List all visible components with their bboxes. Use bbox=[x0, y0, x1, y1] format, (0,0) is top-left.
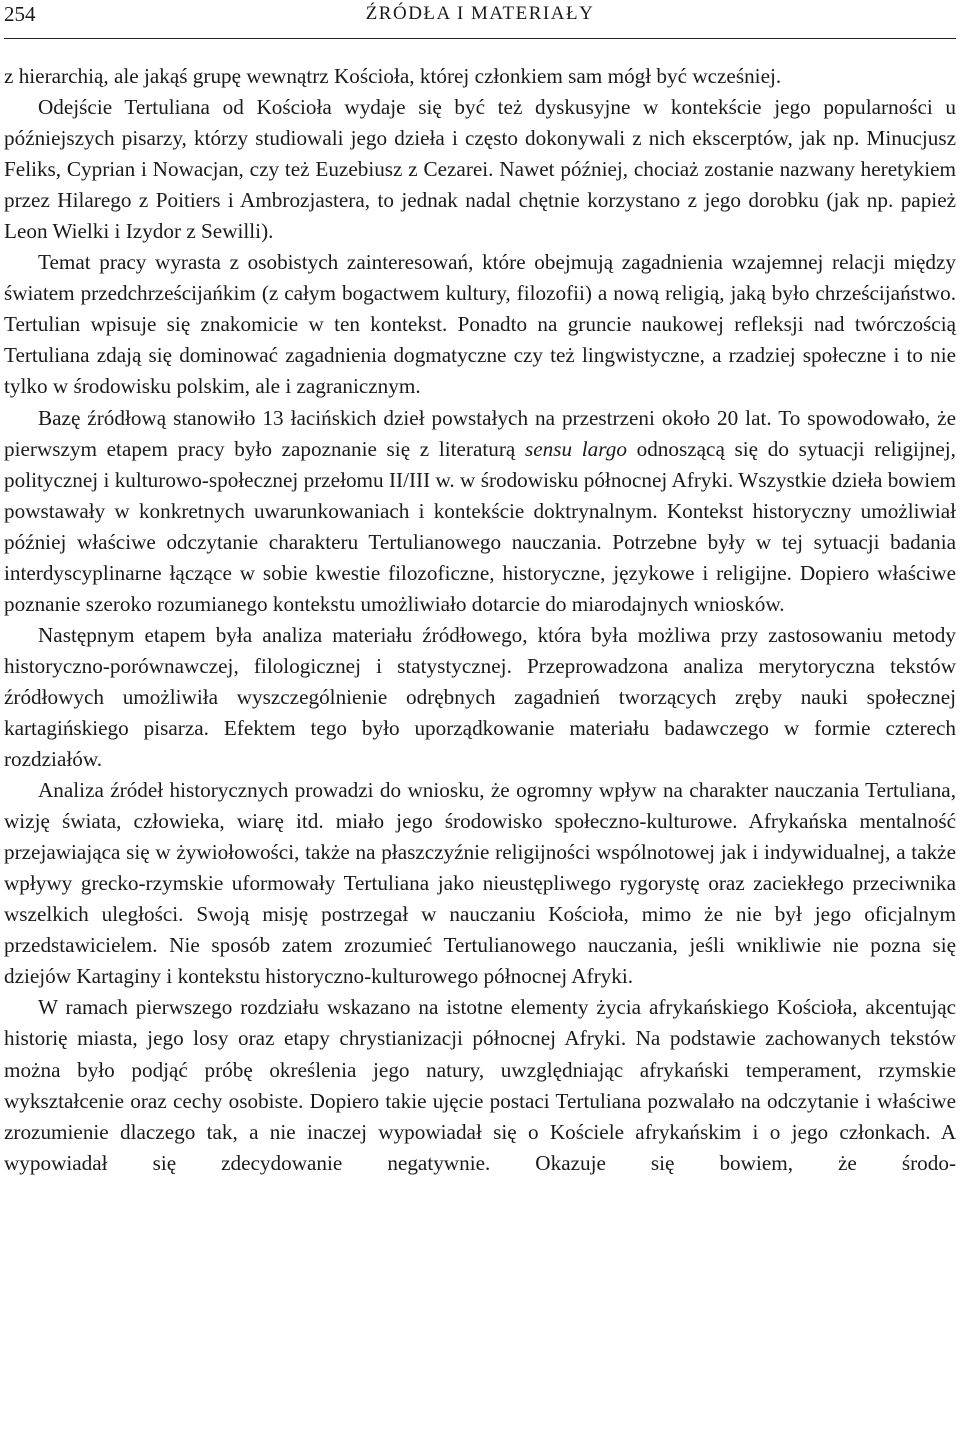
paragraph-source-base-part2: odnoszącą się do sytuacji religijnej, politycznej i kulturowo-społecznej przełomu II/III w. w środowisku północnej Afryki. Wszystkie dzieła bowiem powstawały w konkretnych uwarunkowaniach i kontekście doktrynalnym. Kontekst historyczny umożliwiał później właściwe odczytanie charakteru Tertulianowego nauczania. Potrzebne były w tej sytuacji badania interdyscyplinarne łączące w sobie kwestie filozoficzne, historyczne, językowe i religijne. Dopiero właściwe poznanie szeroko rozumianego kontekstu umożliwiało dotarcie do miarodajnych wniosków. bbox=[4, 436, 956, 616]
running-header bbox=[4, 0, 956, 39]
paragraph-research-topic: Temat pracy wyrasta z osobistych zainteresowań, które obejmują zagadnienia wzajemnej relacji między światem przedchrześcijańkim (z całym bogactwem kultury, filozofii) a nową religią, jaką było chrześcijaństwo. Tertulian wpisuje się znakomicie w ten kontekst. Ponadto na gruncie naukowej refleksji nad twórczością Tertuliana zdają się dominować zagadnienia dogmatyczne czy też lingwistyczne, a rzadziej społeczne i to nie tylko w środowisku polskim, ale i zagranicznym. bbox=[4, 250, 956, 399]
page-number: 254 bbox=[4, 2, 36, 26]
running-title: ŹRÓDŁA I MATERIAŁY bbox=[365, 3, 595, 24]
body-text bbox=[4, 61, 956, 1179]
paragraph-source-base-part1: Bazę źródłową stanowiło 13 łacińskich dzieł powstałych na przestrzeni około 20 lat. To spowodowało, że pierwszym etapem pracy było zapoznanie się z literaturą bbox=[4, 405, 956, 461]
italic-phrase: sensu largo bbox=[525, 436, 627, 461]
paragraph-continuation: z hierarchią, ale jakąś grupę wewnątrz Kościoła, której członkiem sam mógł być wcześniej. bbox=[4, 64, 782, 88]
paragraph-source-base bbox=[4, 403, 956, 620]
paragraph-method: Następnym etapem była analiza materiału źródłowego, która była możliwa przy zastosowaniu metody historyczno-porównawczej, filologicznej i statystycznej. Przeprowadzona analiza merytoryczna tekstów źródłowych umożliwiła wyszczególnienie odrębnych zagadnień tworzących zręby nauki społecznej kartagińskiego pisarza. Efektem tego było uporządkowanie materiału badawczego w formie czterech rozdziałów. bbox=[4, 622, 956, 772]
paragraph-first-chapter: W ramach pierwszego rozdziału wskazano na istotne elementy życia afrykańskiego Kościoła, akcentując historię miasta, jego losy oraz etapy chrystianizacji północnej Afryki. Na podstawie zachowanych tekstów można było podjąć próbę określenia jego natury, uwzględniając afrykański temperament, rzymskie wykształcenie oraz cechy osobiste. Dopiero takie ujęcie postaci Tertuliana pozwalało na odczytanie i właściwe zrozumienie dlaczego tak, a nie inaczej wypowiadał się o Kościele afrykańskim i o jego członkach. A wypowiadał się zdecydowanie negatywnie. Okazuje się bowiem, że środo- bbox=[4, 995, 956, 1175]
document-page bbox=[4, 0, 956, 1179]
paragraph-departure-from-church: Odejście Tertuliana od Kościoła wydaje się być też dyskusyjne w kontekście jego popularności u późniejszych pisarzy, którzy studiowali jego dzieła i często dokonywali z nich ekscerptów, jak np. Minucjusz Feliks, Cyprian i Nowacjan, czy też Euzebiusz z Cezarei. Nawet później, chociaż zostanie nazwany heretykiem przez Hilarego z Poitiers i Ambrozjastera, to jednak nadal chętnie korzystano z jego dorobku (jak np. papież Leon Wielki i Izydor z Sewilli). bbox=[4, 95, 956, 244]
paragraph-analysis: Analiza źródeł historycznych prowadzi do wniosku, że ogromny wpływ na charakter nauczania Tertuliana, wizję świata, człowieka, wiarę itd. miało jego środowisko społeczno-kulturowe. Afrykańska mentalność przejawiająca się w żywiołowości, także na płaszczyźnie religijności wspólnotowej jak i indywidualnej, a także wpływy grecko-rzymskie uformowały Tertuliana jako nieustępliwego rygorystę oraz zaciekłego przeciwnika wszelkich uległości. Swoją misję postrzegał w nauczaniu Kościoła, mimo że nie był jego oficjalnym przedstawicielem. Nie sposób zatem zrozumieć Tertulianowego nauczania, jeśli wnikliwie nie pozna się dziejów Kartaginy i kontekstu historyczno-kulturowego północnej Afryki. bbox=[4, 778, 956, 989]
